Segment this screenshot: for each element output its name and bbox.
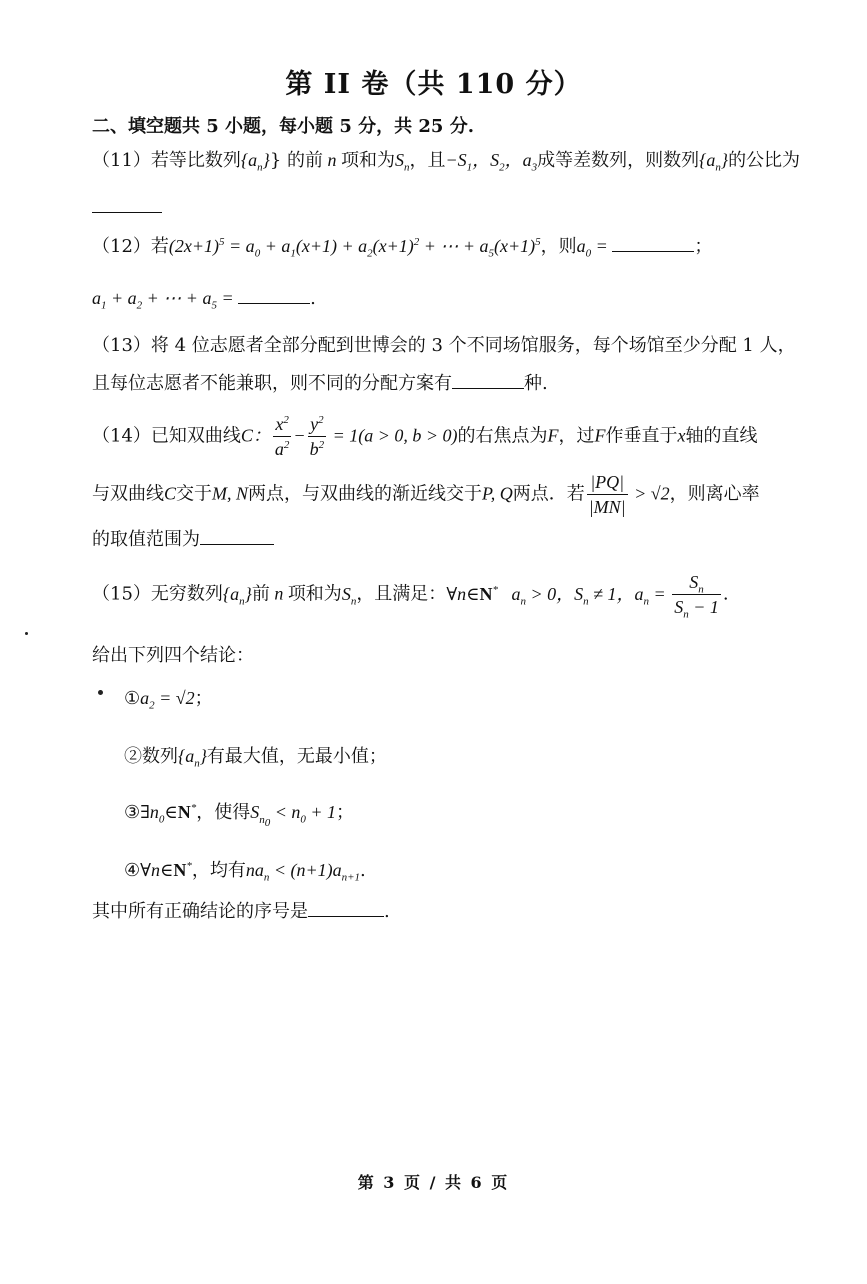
conclusion-4: ④∀n∈N*，均有$na_n < (n+1)a_{n+1}$.: [124, 860, 366, 884]
question-12: （12）若$(2x+1)^5 = a_0 + a_1(x+1) + a_2(x+1)^2$ + ⋯ + $a_5(x+1)^5$，则$a_0$ = ；: [92, 236, 713, 260]
answer-blank-12b: [238, 287, 310, 304]
answer-blank-14: [200, 528, 274, 545]
question-15-final: 其中所有正确结论的序号是 .: [92, 901, 390, 922]
question-number: （15）: [92, 583, 151, 605]
question-15: （15）无穷数列$\{a_n\}$前 n 项和为$S_n$，且满足：∀n∈N* $a_n > 0$，$S_n \ne 1$，$a_n$ = $\frac{S_n}{S_n - 1}$ .: [92, 572, 729, 621]
scan-speck: [25, 632, 28, 635]
conclusion-2: ②数列$\{a_n\}$有最大值，无最小值；: [124, 746, 387, 770]
question-14-line3: 的取值范围为: [92, 528, 274, 552]
conclusion-1: $①a_2 = √2$；: [124, 688, 213, 712]
section-header: 二、填空题共 5 小题，每小题 5 分，共 25 分.: [92, 116, 474, 137]
question-11: （11）若等比数列$\{a_n\}$} 的前 n 项和为$S_n$，且$-S_1$，$S_2$，$a_3$成等差数列，则数列$\{a_n\}$的公比为: [92, 150, 801, 174]
page-footer: 第 3 页 / 共 6 页: [357, 1173, 510, 1192]
question-13-line2: 且每位志愿者不能兼职，则不同的分配方案有 种.: [92, 373, 548, 394]
page-title: 第 II 卷（共 110 分）: [285, 69, 582, 100]
scan-speck: [98, 690, 103, 695]
answer-blank-12a: [612, 235, 694, 252]
answer-blank-13: [452, 372, 524, 389]
question-number: （14）: [92, 425, 151, 447]
answer-blank-11: [92, 196, 162, 220]
conclusions-intro: 给出下列四个结论：: [92, 645, 254, 666]
question-number: （11）: [92, 150, 151, 171]
question-13: （13）将 4 位志愿者全部分配到世博会的 3 个不同场馆服务，每个场馆至少分配 1 人，: [92, 335, 796, 356]
question-14: （14）已知双曲线C： $\frac{x^2}{a^2}$ − $\frac{y^2}{b^2}$ = 1(a > 0, b > 0)的右焦点为F，过F作垂直于x轴的直线: [92, 414, 758, 459]
question-number: （12）: [92, 236, 151, 257]
question-14-line2: 与双曲线C交于M, N两点，与双曲线的渐近线交于P, Q两点．若 $\frac{|PQ|}{|MN|}$ > √2，则离心率: [92, 472, 760, 517]
conclusion-3: $③\exists n_0\in N^*$，使得$S_{n_0} < n_0 + 1$；: [124, 802, 355, 829]
question-12-part2: $a_1 + a_2$ + ⋯ + $a_5$ = .: [92, 288, 316, 312]
answer-blank-15: [308, 900, 384, 917]
question-number: （13）: [92, 335, 151, 356]
